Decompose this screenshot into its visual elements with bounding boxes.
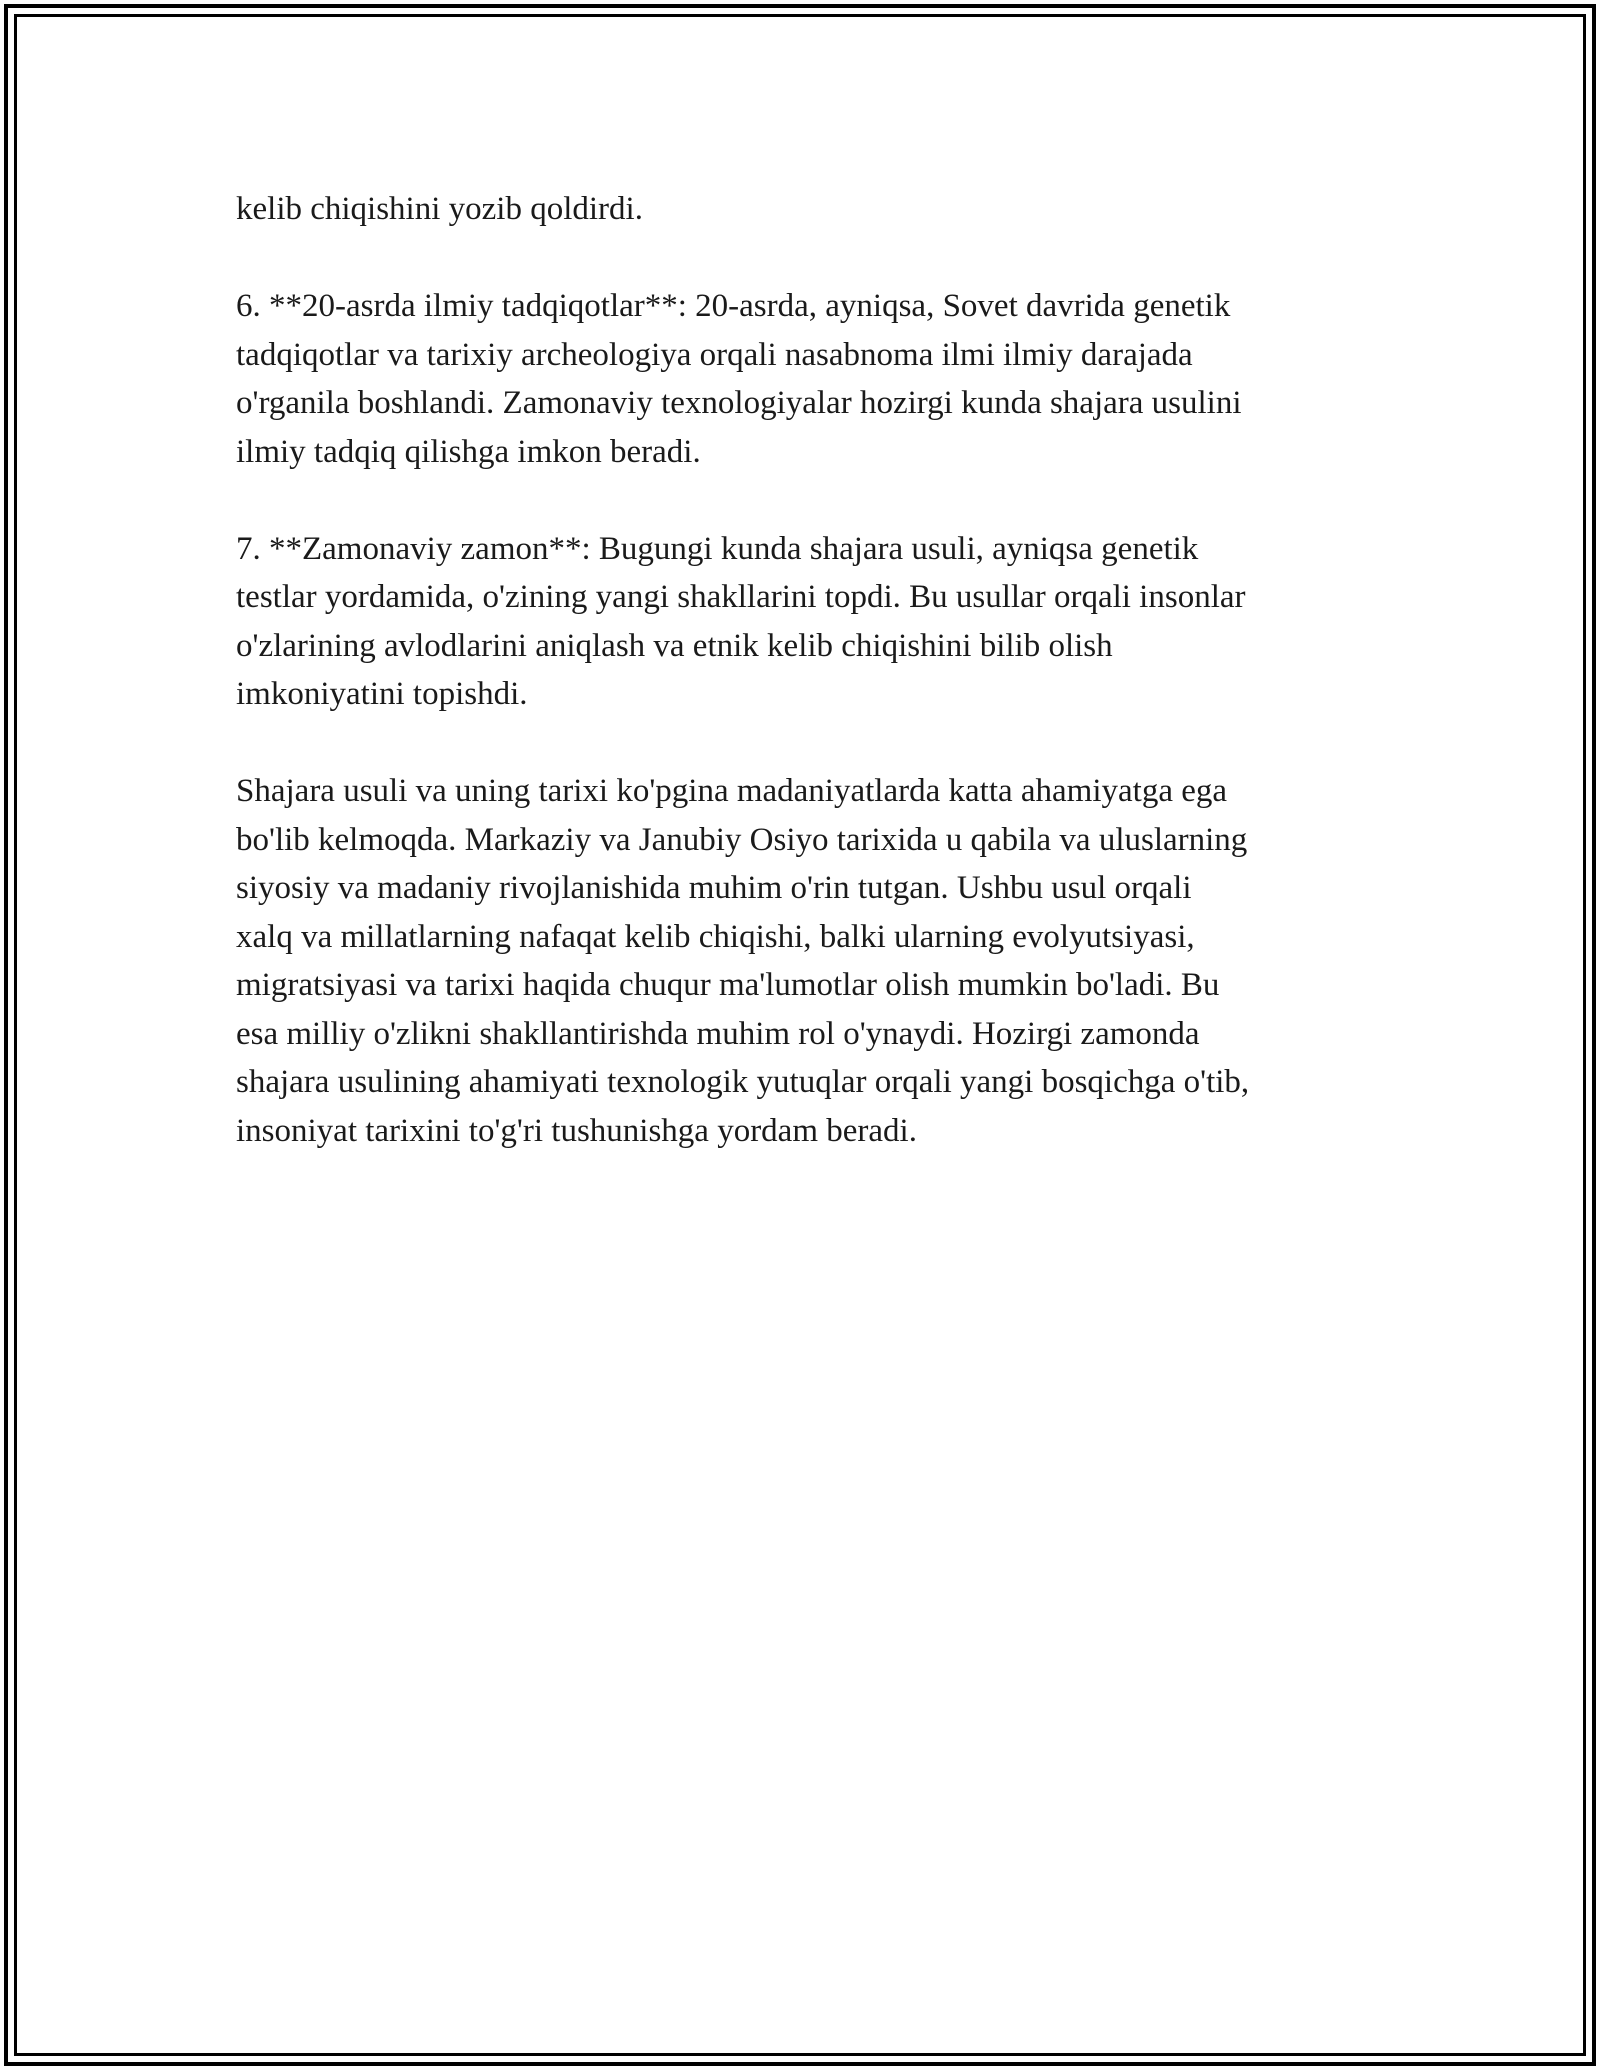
paragraph-continuation: kelib chiqishini yozib qoldirdi. (236, 191, 643, 227)
document-body (236, 185, 1376, 1204)
paragraph-item-7: 7. **Zamonaviy zamon**: Bugungi kunda shajara usuli, ayniqsa genetik testlar yordamida, o'zining yangi shakllarini topdi. Bu usullar orqali insonlar o'zlarining avlodlarini aniqlash va etnik kelib chiqishini bilib olish imkoniyatini topishdi. (236, 530, 1246, 712)
paragraph-item-6: 6. **20-asrda ilmiy tadqiqotlar**: 20-asrda, ayniqsa, Sovet davrida genetik tadqiqotlar va tarixiy archeologiya orqali nasabnoma ilmi ilmiy darajada o'rganila boshlandi. Zamonaviy texnologiyalar hozirgi kunda shajara usulini ilmiy tadqiq qilishga imkon beradi. (236, 288, 1242, 470)
paragraph-conclusion: Shajara usuli va uning tarixi ko'pgina madaniyatlarda katta ahamiyatga ega bo'lib kelmoqda. Markaziy va Janubiy Osiyo tarixida u qabila va uluslarning siyosiy va madaniy rivojlanishida muhim o'rin tutgan. Ushbu usul orqali xalq va millatlarning nafaqat kelib chiqishi, balki ularning evolyutsiyasi, migratsiyasi va tarixi haqida chuqur ma'lumotlar olish mumkin bo'ladi. Bu esa milliy o'zlikni shakllantirishda muhim rol o'ynaydi. Hozirgi zamonda shajara usulining ahamiyati texnologik yutuqlar orqali yangi bosqichga o'tib, insoniyat tarixini to'g'ri tushunishga yordam beradi. (236, 773, 1250, 1149)
